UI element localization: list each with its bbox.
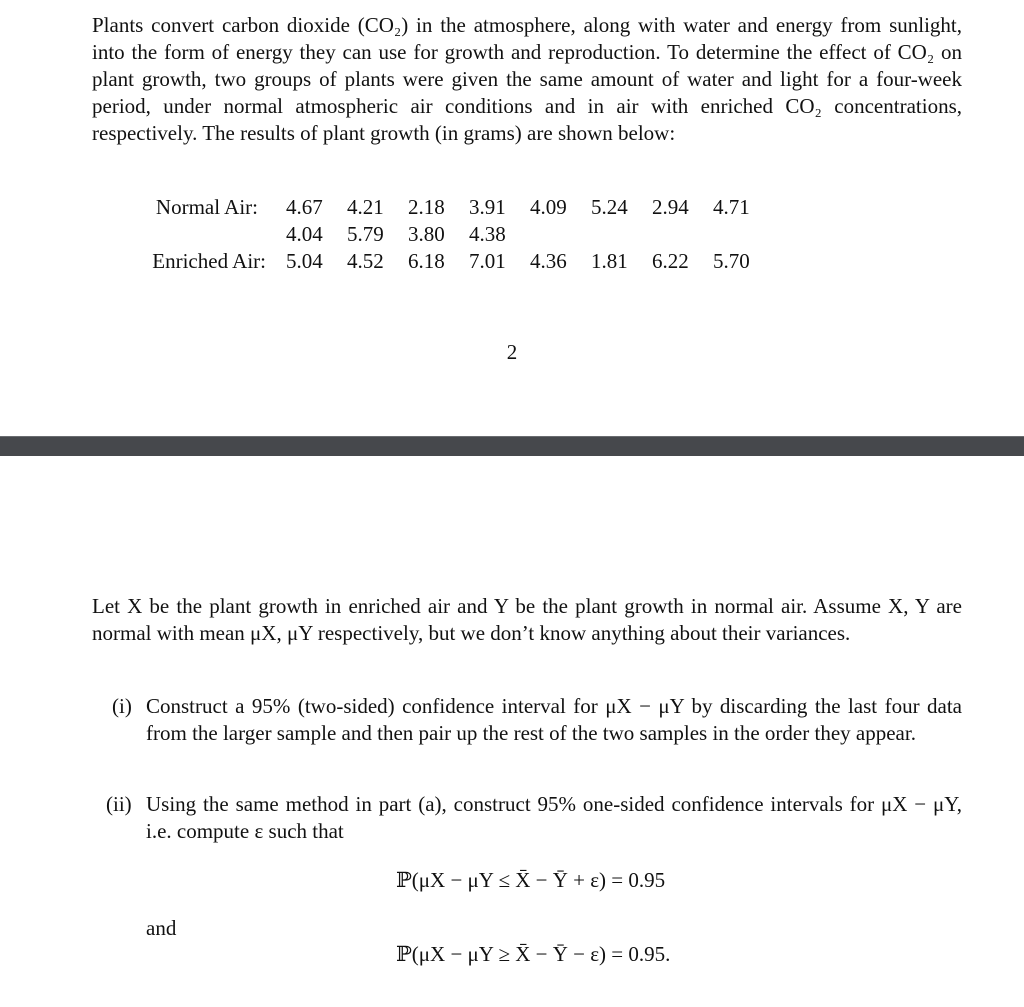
normal-value: 4.09 xyxy=(530,195,567,219)
enriched-value: 6.22 xyxy=(652,249,689,273)
document-page-1 xyxy=(0,0,1024,436)
normal-value: 3.80 xyxy=(408,222,445,246)
normal-value: 4.38 xyxy=(469,222,506,246)
document-page-2 xyxy=(0,456,1024,1007)
normal-value: 2.18 xyxy=(408,195,445,219)
and-label: and xyxy=(146,916,177,940)
intro-paragraph: Plants convert carbon dioxide (CO₂) in the atmosphere, along with water and energy from sunlight, into the form of energy they can use for growth and reproduction. To determine the effect of CO₂ on plant growth, two groups of plants were given the same amount of water and light for a four-week period, under normal atmospheric air conditions and in air with enriched CO₂ concentrations, respectively. The results of plant growth (in grams) are shown below: xyxy=(92,13,962,145)
enriched-value: 7.01 xyxy=(469,249,506,273)
equation-lower-bound: ℙ(μX − μY ≥ X̄ − Ȳ − ε) = 0.95. xyxy=(396,942,671,966)
enriched-value: 1.81 xyxy=(591,249,628,273)
page-separator xyxy=(0,436,1024,456)
enriched-value: 5.70 xyxy=(713,249,750,273)
normal-value: 4.67 xyxy=(286,195,323,219)
normal-value: 5.79 xyxy=(347,222,384,246)
part-ii-text: Using the same method in part (a), construct 95% one-sided confidence intervals for μX − μY, i.e. compute ε such that xyxy=(146,792,962,843)
normal-value: 5.24 xyxy=(591,195,628,219)
normal-air-label: Normal Air: xyxy=(155,195,258,219)
normal-value: 2.94 xyxy=(652,195,689,219)
setup-paragraph: Let X be the plant growth in enriched air and Y be the plant growth in normal air. Assume X, Y are normal with mean μX, μY respectively, but we don’t know anything about their variances. xyxy=(92,594,962,645)
part-i-text: Construct a 95% (two-sided) confidence interval for μX − μY by discarding the last four data from the larger sample and then pair up the rest of the two samples in the order they appear. xyxy=(146,694,962,745)
enriched-air-label: Enriched Air: xyxy=(152,249,266,273)
part-ii-label: (ii) xyxy=(106,792,132,816)
normal-value: 4.21 xyxy=(347,195,384,219)
enriched-value: 4.36 xyxy=(530,249,567,273)
normal-value: 3.91 xyxy=(469,195,506,219)
enriched-value: 6.18 xyxy=(408,249,445,273)
page-number: 2 xyxy=(506,340,518,364)
normal-value: 4.04 xyxy=(286,222,323,246)
normal-value: 4.71 xyxy=(713,195,750,219)
enriched-value: 5.04 xyxy=(286,249,323,273)
part-i-label: (i) xyxy=(112,694,132,718)
equation-upper-bound: ℙ(μX − μY ≤ X̄ − Ȳ + ε) = 0.95 xyxy=(396,868,666,892)
enriched-value: 4.52 xyxy=(347,249,384,273)
